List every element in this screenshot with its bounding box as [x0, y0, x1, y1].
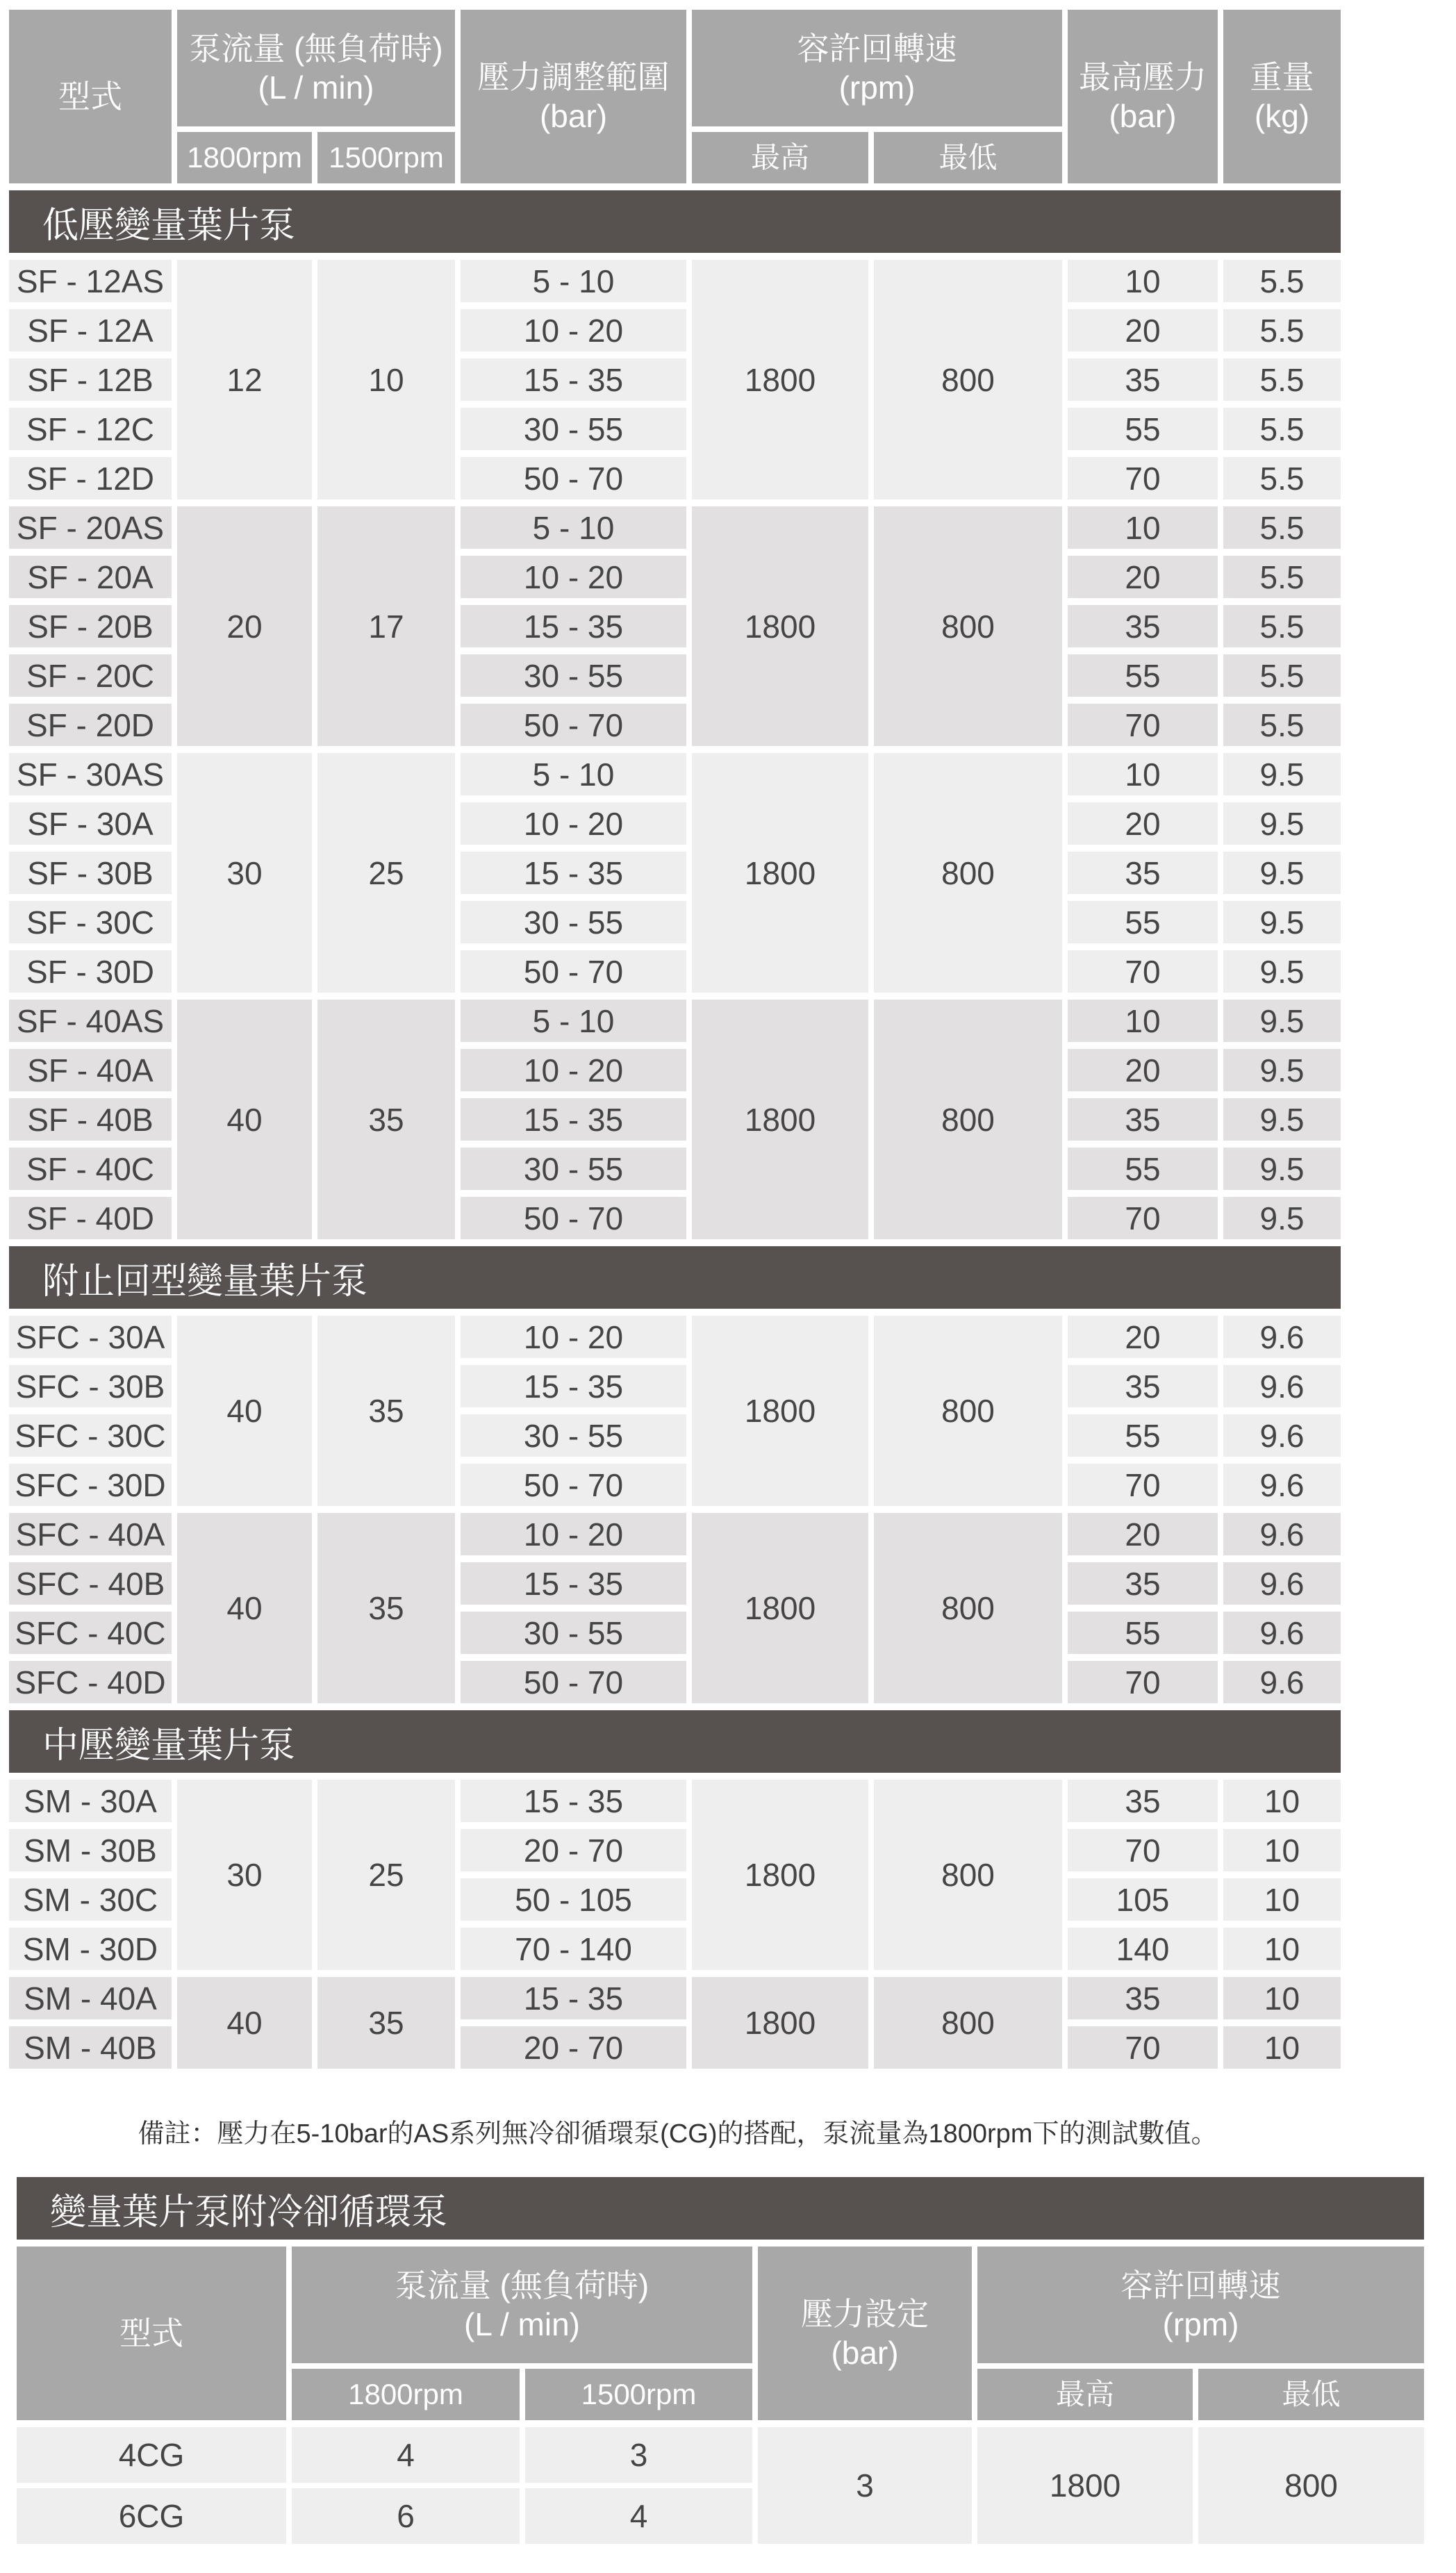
model-cell: SF - 12A [9, 309, 172, 351]
header-flow-1800 [177, 132, 312, 183]
pressure-range-cell: 15 - 35 [461, 852, 686, 894]
pressure-range-cell: 5 - 10 [461, 260, 686, 302]
weight-cell: 9.6 [1223, 1612, 1341, 1654]
max-pressure-cell: 105 [1068, 1878, 1218, 1921]
max-pressure-cell: 20 [1068, 802, 1218, 845]
weight-cell: 9.6 [1223, 1562, 1341, 1605]
rpm-min-cell: 800 [874, 1513, 1062, 1703]
pressure-range-cell: 15 - 35 [461, 1977, 686, 2019]
pressure-range-cell: 30 - 55 [461, 1612, 686, 1654]
weight-cell: 9.5 [1223, 950, 1341, 993]
footnote [9, 2112, 1346, 2150]
max-pressure-cell: 35 [1068, 1977, 1218, 2019]
model-cell: SFC - 30B [9, 1365, 172, 1407]
max-pressure-cell: 35 [1068, 358, 1218, 401]
header-flow-title: 泵流量 (無負荷時) [395, 2267, 650, 2303]
flow-1800-cell: 20 [177, 506, 312, 746]
pressure-range-cell: 50 - 70 [461, 1464, 686, 1506]
max-pressure-cell: 35 [1068, 1562, 1218, 1605]
max-pressure-cell: 55 [1068, 654, 1218, 697]
flow-1500-cell: 35 [317, 1513, 455, 1703]
pressure-range-cell: 30 - 55 [461, 1414, 686, 1457]
pressure-range-cell: 50 - 70 [461, 1197, 686, 1239]
model-cell: SF - 40B [9, 1098, 172, 1141]
model-cell: SFC - 40B [9, 1562, 172, 1605]
max-pressure-cell: 20 [1068, 1316, 1218, 1358]
header-rpm-max [692, 132, 868, 183]
section-title-bar [17, 2177, 1424, 2240]
header-flow-unit: (L / min) [258, 69, 374, 106]
weight-cell: 9.5 [1223, 802, 1341, 845]
header-rpm-min [874, 132, 1062, 183]
weight-cell: 5.5 [1223, 309, 1341, 351]
flow-1800-cell: 40 [177, 1513, 312, 1703]
section-title-bar [9, 1246, 1341, 1309]
pressure-range-cell: 15 - 35 [461, 1780, 686, 1822]
pump-group [9, 260, 1341, 499]
max-pressure-cell: 35 [1068, 1098, 1218, 1141]
model-cell: SM - 40A [9, 1977, 172, 2019]
pressure-range-cell: 10 - 20 [461, 1513, 686, 1555]
rpm-min-cell: 800 [874, 1316, 1062, 1506]
header-pressure-range-unit: (bar) [539, 98, 608, 134]
model-cell: SF - 12B [9, 358, 172, 401]
section-title: 附止回型變量葉片泵 [42, 1261, 368, 1302]
pressure-range-cell: 50 - 70 [461, 704, 686, 746]
weight-cell: 9.5 [1223, 753, 1341, 795]
table1-header [9, 10, 1341, 183]
pressure-range-cell: 10 - 20 [461, 1049, 686, 1091]
header-rpm-min-label: 最低 [938, 141, 998, 174]
max-pressure-cell: 20 [1068, 1513, 1218, 1555]
model-cell: SF - 40A [9, 1049, 172, 1091]
weight-cell: 9.5 [1223, 1148, 1341, 1190]
header-rpm-min [1198, 2369, 1424, 2420]
vane-pump-spec-table [9, 10, 1341, 2069]
max-pressure-cell: 35 [1068, 1365, 1218, 1407]
rpm-min-cell: 800 [874, 1000, 1062, 1239]
max-pressure-cell: 55 [1068, 1414, 1218, 1457]
header-rpm [977, 2247, 1424, 2363]
pressure-range-cell: 5 - 10 [461, 753, 686, 795]
header-rpm-max [977, 2369, 1193, 2420]
max-pressure-cell: 10 [1068, 1000, 1218, 1042]
header-pressure-range [461, 10, 686, 183]
header-rpm-title: 容許回轉速 [797, 30, 957, 67]
pressure-set-cell: 3 [758, 2427, 972, 2544]
header-max-pressure [1068, 10, 1218, 183]
weight-cell: 10 [1223, 2026, 1341, 2069]
header-flow-unit: (L / min) [464, 2306, 580, 2342]
header-rpm-unit: (rpm) [1162, 2306, 1239, 2342]
weight-cell: 5.5 [1223, 704, 1341, 746]
max-pressure-cell: 10 [1068, 260, 1218, 302]
flow-1500-cell: 35 [317, 1977, 455, 2069]
header-flow-1800-label: 1800rpm [187, 141, 302, 174]
rpm-min-cell: 800 [874, 260, 1062, 499]
model-cell: SF - 30C [9, 901, 172, 943]
max-pressure-cell: 70 [1068, 2026, 1218, 2069]
weight-cell: 9.6 [1223, 1464, 1341, 1506]
header-flow-title: 泵流量 (無負荷時) [189, 30, 443, 67]
model-cell: 4CG [17, 2427, 286, 2483]
table2-body [17, 2427, 1424, 2544]
pressure-range-cell: 50 - 70 [461, 1661, 686, 1703]
max-pressure-cell: 70 [1068, 1197, 1218, 1239]
flow-1500-cell: 4 [525, 2488, 752, 2544]
header-type-label: 型式 [119, 2315, 183, 2351]
max-pressure-cell: 10 [1068, 506, 1218, 549]
header-type [17, 2247, 286, 2420]
pressure-range-cell: 50 - 70 [461, 457, 686, 499]
max-pressure-cell: 55 [1068, 1612, 1218, 1654]
model-cell: SM - 30B [9, 1829, 172, 1871]
rpm-max-cell: 1800 [692, 1000, 868, 1239]
pressure-range-cell: 15 - 35 [461, 1098, 686, 1141]
weight-cell: 5.5 [1223, 260, 1341, 302]
flow-1800-cell: 4 [292, 2427, 520, 2483]
max-pressure-cell: 35 [1068, 1780, 1218, 1822]
model-cell: SFC - 30D [9, 1464, 172, 1506]
weight-cell: 5.5 [1223, 408, 1341, 450]
header-flow-1800 [292, 2369, 520, 2420]
cooling-circulation-pump-table [17, 2177, 1424, 2544]
model-cell: SF - 12C [9, 408, 172, 450]
rpm-max-cell: 1800 [692, 1977, 868, 2069]
pressure-range-cell: 15 - 35 [461, 605, 686, 647]
model-cell: SF - 30D [9, 950, 172, 993]
weight-cell: 9.6 [1223, 1316, 1341, 1358]
model-cell: SFC - 30A [9, 1316, 172, 1358]
header-flow-1500 [525, 2369, 752, 2420]
header-rpm-min-label: 最低 [1282, 2378, 1341, 2411]
flow-1800-cell: 40 [177, 1316, 312, 1506]
pump-group [9, 506, 1341, 746]
pressure-range-cell: 15 - 35 [461, 1562, 686, 1605]
header-pressure-set-title: 壓力設定 [801, 2295, 929, 2332]
header-flow [292, 2247, 752, 2363]
weight-cell: 10 [1223, 1829, 1341, 1871]
weight-cell: 9.6 [1223, 1513, 1341, 1555]
max-pressure-cell: 70 [1068, 704, 1218, 746]
flow-1800-cell: 40 [177, 1977, 312, 2069]
section-title-bar [9, 1710, 1341, 1773]
weight-cell: 9.5 [1223, 852, 1341, 894]
header-max-pressure-title: 最高壓力 [1079, 58, 1207, 95]
pump-group [9, 1513, 1341, 1703]
weight-cell: 10 [1223, 1928, 1341, 1970]
flow-1500-cell: 25 [317, 1780, 455, 1970]
section-title-bar [9, 190, 1341, 253]
model-cell: SM - 40B [9, 2026, 172, 2069]
max-pressure-cell: 35 [1068, 852, 1218, 894]
max-pressure-cell: 10 [1068, 753, 1218, 795]
rpm-max-cell: 1800 [692, 260, 868, 499]
model-cell: SFC - 40C [9, 1612, 172, 1654]
pressure-range-cell: 15 - 35 [461, 1365, 686, 1407]
pressure-range-cell: 20 - 70 [461, 1829, 686, 1871]
weight-cell: 10 [1223, 1878, 1341, 1921]
flow-1800-cell: 30 [177, 1780, 312, 1970]
pressure-range-cell: 10 - 20 [461, 802, 686, 845]
max-pressure-cell: 70 [1068, 1829, 1218, 1871]
pressure-range-cell: 5 - 10 [461, 1000, 686, 1042]
pressure-range-cell: 10 - 20 [461, 1316, 686, 1358]
header-rpm-max-label: 最高 [1055, 2378, 1114, 2411]
header-flow-1500-label: 1500rpm [581, 2378, 697, 2411]
weight-cell: 5.5 [1223, 605, 1341, 647]
model-cell: SF - 30B [9, 852, 172, 894]
header-rpm-title: 容許回轉速 [1120, 2267, 1281, 2303]
section-title: 中壓變量葉片泵 [42, 1725, 296, 1766]
model-cell: 6CG [17, 2488, 286, 2544]
weight-cell: 9.5 [1223, 1049, 1341, 1091]
header-rpm-max-label: 最高 [750, 141, 809, 174]
flow-1500-cell: 25 [317, 753, 455, 993]
model-cell: SF - 20AS [9, 506, 172, 549]
weight-cell: 9.5 [1223, 1000, 1341, 1042]
max-pressure-cell: 70 [1068, 1661, 1218, 1703]
rpm-min-cell: 800 [874, 753, 1062, 993]
pressure-range-cell: 30 - 55 [461, 654, 686, 697]
max-pressure-cell: 70 [1068, 950, 1218, 993]
header-rpm-unit: (rpm) [838, 69, 916, 106]
model-cell: SF - 40C [9, 1148, 172, 1190]
pressure-range-cell: 50 - 105 [461, 1878, 686, 1921]
footnote-text: ：壓力在5-10bar的AS系列無冷卻循環泵(CG)的搭配，泵流量為1800rpm下的測試數值。 [190, 2119, 1218, 2149]
max-pressure-cell: 20 [1068, 309, 1218, 351]
header-flow-1500 [317, 132, 455, 183]
model-cell: SF - 12AS [9, 260, 172, 302]
weight-cell: 9.6 [1223, 1365, 1341, 1407]
flow-1500-cell: 35 [317, 1316, 455, 1506]
pressure-range-cell: 10 - 20 [461, 556, 686, 598]
flow-1500-cell: 3 [525, 2427, 752, 2483]
pump-group [9, 1000, 1341, 1239]
rpm-max-cell: 1800 [692, 1780, 868, 1970]
rpm-min-cell: 800 [874, 1977, 1062, 2069]
section-title: 變量葉片泵附冷卻循環泵 [50, 2192, 448, 2233]
rpm-max-cell: 1800 [692, 506, 868, 746]
header-max-pressure-unit: (bar) [1109, 98, 1177, 134]
model-cell: SF - 40AS [9, 1000, 172, 1042]
max-pressure-cell: 55 [1068, 408, 1218, 450]
pump-group [9, 1780, 1341, 1970]
model-cell: SF - 20A [9, 556, 172, 598]
flow-1500-cell: 10 [317, 260, 455, 499]
pressure-range-cell: 30 - 55 [461, 901, 686, 943]
flow-1800-cell: 40 [177, 1000, 312, 1239]
model-cell: SM - 30A [9, 1780, 172, 1822]
weight-cell: 10 [1223, 1977, 1341, 2019]
header-pressure-range-title: 壓力調整範圍 [477, 58, 670, 95]
weight-cell: 9.6 [1223, 1661, 1341, 1703]
header-type [9, 10, 172, 183]
pressure-range-cell: 10 - 20 [461, 309, 686, 351]
pump-group [9, 1977, 1341, 2069]
pressure-range-cell: 15 - 35 [461, 358, 686, 401]
weight-cell: 10 [1223, 1780, 1341, 1822]
weight-cell: 9.5 [1223, 901, 1341, 943]
header-pressure-set-unit: (bar) [831, 2335, 899, 2371]
model-cell: SF - 30AS [9, 753, 172, 795]
weight-cell: 5.5 [1223, 506, 1341, 549]
model-cell: SF - 20C [9, 654, 172, 697]
header-flow-1800-label: 1800rpm [348, 2378, 463, 2411]
header-pressure-set [758, 2247, 972, 2420]
flow-1800-cell: 6 [292, 2488, 520, 2544]
model-cell: SF - 30A [9, 802, 172, 845]
max-pressure-cell: 70 [1068, 457, 1218, 499]
table2-header [17, 2247, 1424, 2420]
header-flow-1500-label: 1500rpm [329, 141, 444, 174]
header-weight [1223, 10, 1341, 183]
pressure-range-cell: 30 - 55 [461, 408, 686, 450]
model-cell: SFC - 40D [9, 1661, 172, 1703]
pressure-range-cell: 5 - 10 [461, 506, 686, 549]
max-pressure-cell: 55 [1068, 901, 1218, 943]
rpm-max-cell: 1800 [692, 1316, 868, 1506]
footnote-label: 備註 [138, 2119, 191, 2149]
flow-1500-cell: 17 [317, 506, 455, 746]
weight-cell: 5.5 [1223, 457, 1341, 499]
max-pressure-cell: 35 [1068, 605, 1218, 647]
weight-cell: 9.6 [1223, 1414, 1341, 1457]
weight-cell: 5.5 [1223, 556, 1341, 598]
model-cell: SF - 20B [9, 605, 172, 647]
header-weight-unit: (kg) [1254, 98, 1310, 134]
model-cell: SF - 12D [9, 457, 172, 499]
header-weight-title: 重量 [1250, 58, 1314, 95]
header-rpm [692, 10, 1062, 126]
max-pressure-cell: 55 [1068, 1148, 1218, 1190]
rpm-max-cell: 1800 [692, 1513, 868, 1703]
weight-cell: 9.5 [1223, 1197, 1341, 1239]
max-pressure-cell: 70 [1068, 1464, 1218, 1506]
model-cell: SF - 40D [9, 1197, 172, 1239]
model-cell: SF - 20D [9, 704, 172, 746]
pump-group [9, 753, 1341, 993]
rpm-min-cell: 800 [1198, 2427, 1424, 2544]
rpm-min-cell: 800 [874, 1780, 1062, 1970]
model-cell: SM - 30C [9, 1878, 172, 1921]
rpm-min-cell: 800 [874, 506, 1062, 746]
flow-1500-cell: 35 [317, 1000, 455, 1239]
pressure-range-cell: 50 - 70 [461, 950, 686, 993]
rpm-max-cell: 1800 [977, 2427, 1193, 2544]
flow-1800-cell: 30 [177, 753, 312, 993]
rpm-max-cell: 1800 [692, 753, 868, 993]
pressure-range-cell: 70 - 140 [461, 1928, 686, 1970]
section-title: 低壓變量葉片泵 [42, 205, 296, 246]
model-cell: SFC - 40A [9, 1513, 172, 1555]
pump-group [9, 1316, 1341, 1506]
model-cell: SFC - 30C [9, 1414, 172, 1457]
max-pressure-cell: 20 [1068, 556, 1218, 598]
model-cell: SM - 30D [9, 1928, 172, 1970]
header-type-label: 型式 [58, 78, 122, 115]
weight-cell: 9.5 [1223, 1098, 1341, 1141]
header-flow [177, 10, 455, 126]
pressure-range-cell: 30 - 55 [461, 1148, 686, 1190]
weight-cell: 5.5 [1223, 358, 1341, 401]
flow-1800-cell: 12 [177, 260, 312, 499]
max-pressure-cell: 140 [1068, 1928, 1218, 1970]
pressure-range-cell: 20 - 70 [461, 2026, 686, 2069]
weight-cell: 5.5 [1223, 654, 1341, 697]
max-pressure-cell: 20 [1068, 1049, 1218, 1091]
